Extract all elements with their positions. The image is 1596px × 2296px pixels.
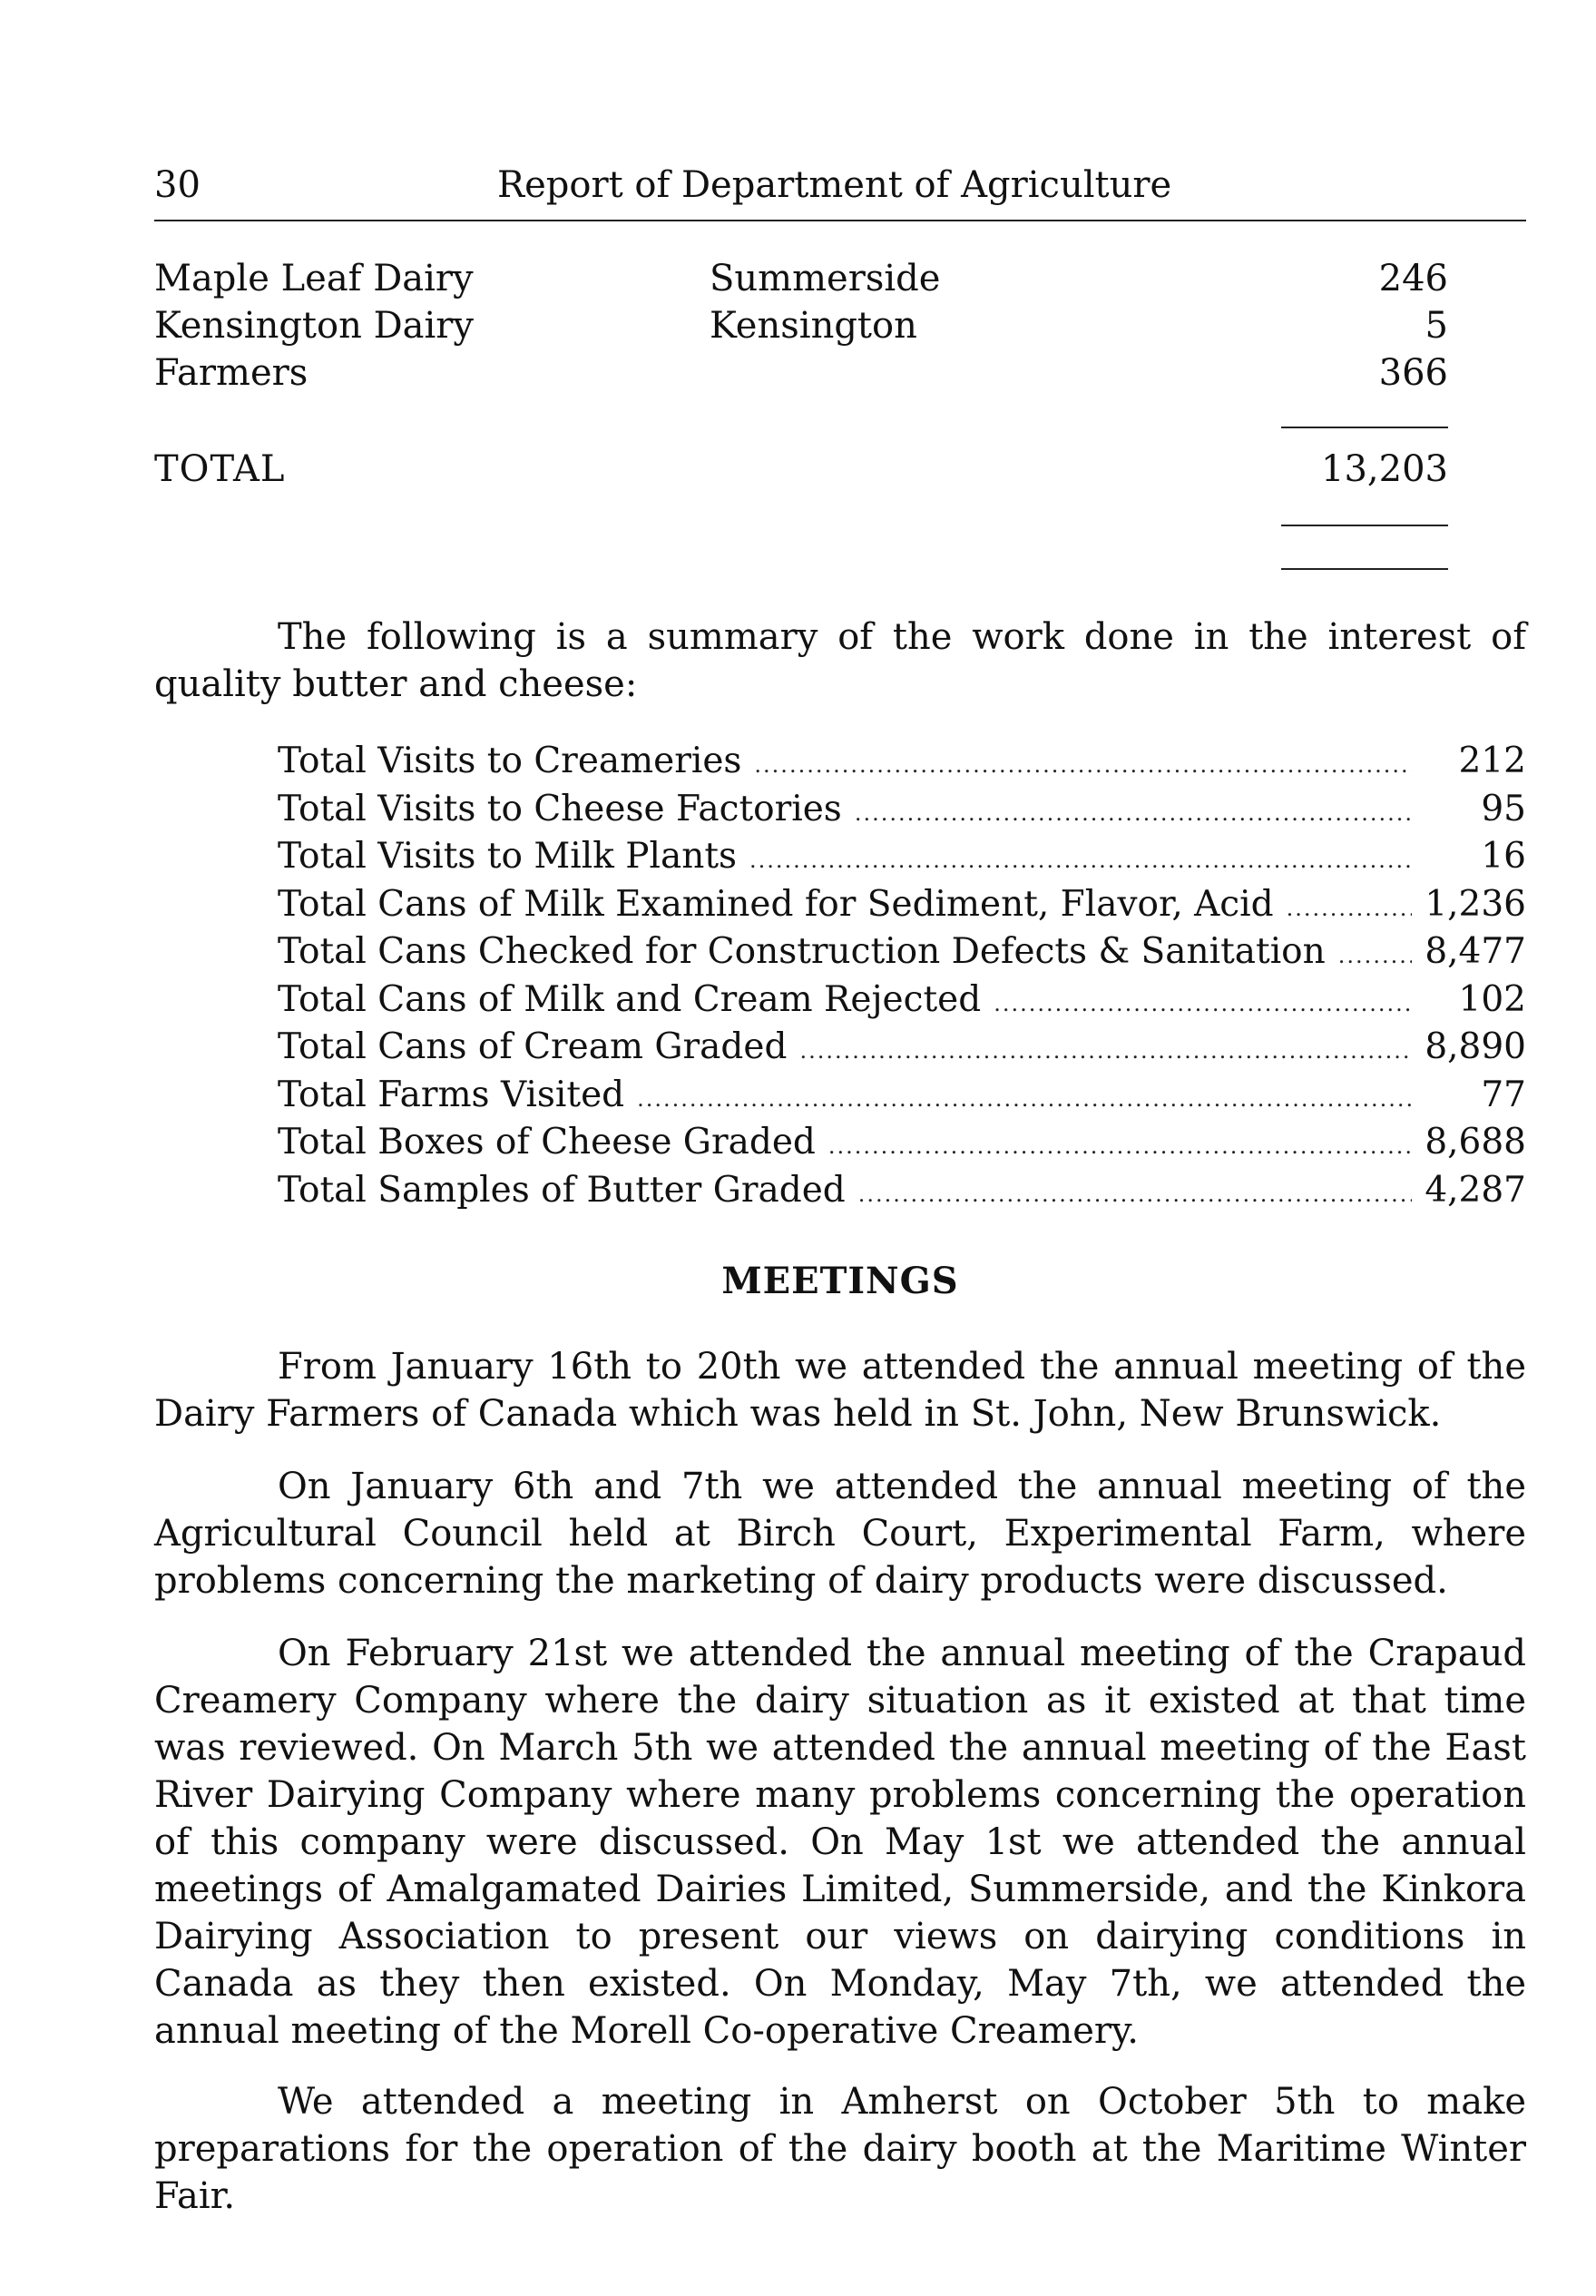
dairy-name: Farmers [154,352,308,394]
list-item [278,1074,1526,1123]
list-item [278,1170,1526,1218]
dot-leader [855,800,1412,826]
summary-value: 4,287 [1425,1169,1526,1211]
summary-value: 8,477 [1425,931,1526,972]
total-double-underline [1281,568,1448,570]
total-value: 13,203 [1321,448,1448,490]
summary-label: Total Farms Visited [278,1074,625,1115]
meetings-paragraph: We attended a meeting in Amherst on October 5th to make preparations for the operation of the dairy booth at the Maritime Winter Fair. [154,2081,1526,2217]
summary-label: Total Cans of Cream Graded [278,1026,788,1067]
summary-label: Total Cans Checked for Construction Defects & Sanitation [278,931,1326,972]
table-row [154,258,1448,305]
dot-leader [828,1133,1412,1159]
summary-value: 102 [1458,978,1526,1020]
summary-label: Total Boxes of Cheese Graded [278,1122,816,1163]
total-underline [1281,525,1448,526]
list-item [278,741,1526,789]
dot-leader [637,1086,1412,1112]
dot-leader [749,848,1412,873]
list-item [278,931,1526,979]
dairy-table [154,258,1448,399]
subtotal-rule [1281,427,1448,428]
summary-list [278,741,1526,1217]
dairy-value: 246 [1378,258,1448,299]
summary-value: 95 [1481,788,1526,829]
table-row [154,352,1448,399]
summary-label: Total Visits to Milk Plants [278,836,738,877]
summary-intro: The following is a summary of the work done in the interest of quality butter and cheese: [154,616,1526,705]
list-item [278,789,1526,837]
summary-label: Total Visits to Creameries [278,741,742,781]
dairy-location: Kensington [710,305,917,347]
summary-label: Total Samples of Butter Graded [278,1169,846,1211]
page-title: Report of Department of Agriculture [497,164,1172,206]
meetings-paragraph: On January 6th and 7th we attended the annual meeting of the Agricultural Council held at Birch Court, Experimental Farm, where problems concerning the marketing of dairy products were discussed. [154,1466,1526,1602]
page-number: 30 [154,164,201,206]
summary-value: 8,688 [1425,1122,1526,1163]
dairy-name: Maple Leaf Dairy [154,258,474,299]
dairy-name: Kensington Dairy [154,305,474,347]
dot-leader [1338,943,1412,968]
meetings-paragraph: From January 16th to 20th we attended the annual meeting of the Dairy Farmers of Canada which was held in St. John, New Brunswick. [154,1346,1526,1435]
summary-value: 16 [1481,836,1526,877]
dairy-location: Summerside [710,258,941,299]
section-heading-meetings: MEETINGS [721,1260,959,1302]
summary-label: Total Cans of Milk Examined for Sediment, Flavor, Acid [278,883,1274,925]
list-item [278,979,1526,1027]
list-item [278,884,1526,932]
dot-leader [858,1182,1412,1207]
summary-label: Total Visits to Cheese Factories [278,788,842,829]
summary-value: 212 [1458,741,1526,781]
dot-leader [1287,896,1412,921]
dairy-value: 366 [1378,352,1448,394]
list-item [278,1122,1526,1170]
summary-value: 8,890 [1425,1026,1526,1067]
total-label: TOTAL [154,448,286,490]
dot-leader [754,752,1412,778]
dairy-value: 5 [1425,305,1448,347]
list-item [278,1026,1526,1074]
summary-value: 1,236 [1425,883,1526,925]
summary-value: 77 [1481,1074,1526,1115]
meetings-paragraph: On February 21st we attended the annual meeting of the Crapaud Creamery Company where the dairy situation as it existed at that time was reviewed. On March 5th we attended the annual meeting of the East River Dairying Company where many problems concerning the operation of this company were discussed. On May 1st we attended the annual meetings of Amalgamated Dairies Limited, Summerside, and the Kinkora Dairying Association to present our views on dairying conditions in Canada as they then existed. On Monday, May 7th, we attended the annual meeting of the Morell Co-operative Creamery. [154,1633,1526,2052]
dot-leader [799,1038,1412,1064]
dot-leader [994,991,1412,1016]
summary-label: Total Cans of Milk and Cream Rejected [278,978,982,1020]
list-item [278,836,1526,884]
header-rule [154,220,1526,221]
table-row [154,305,1448,352]
